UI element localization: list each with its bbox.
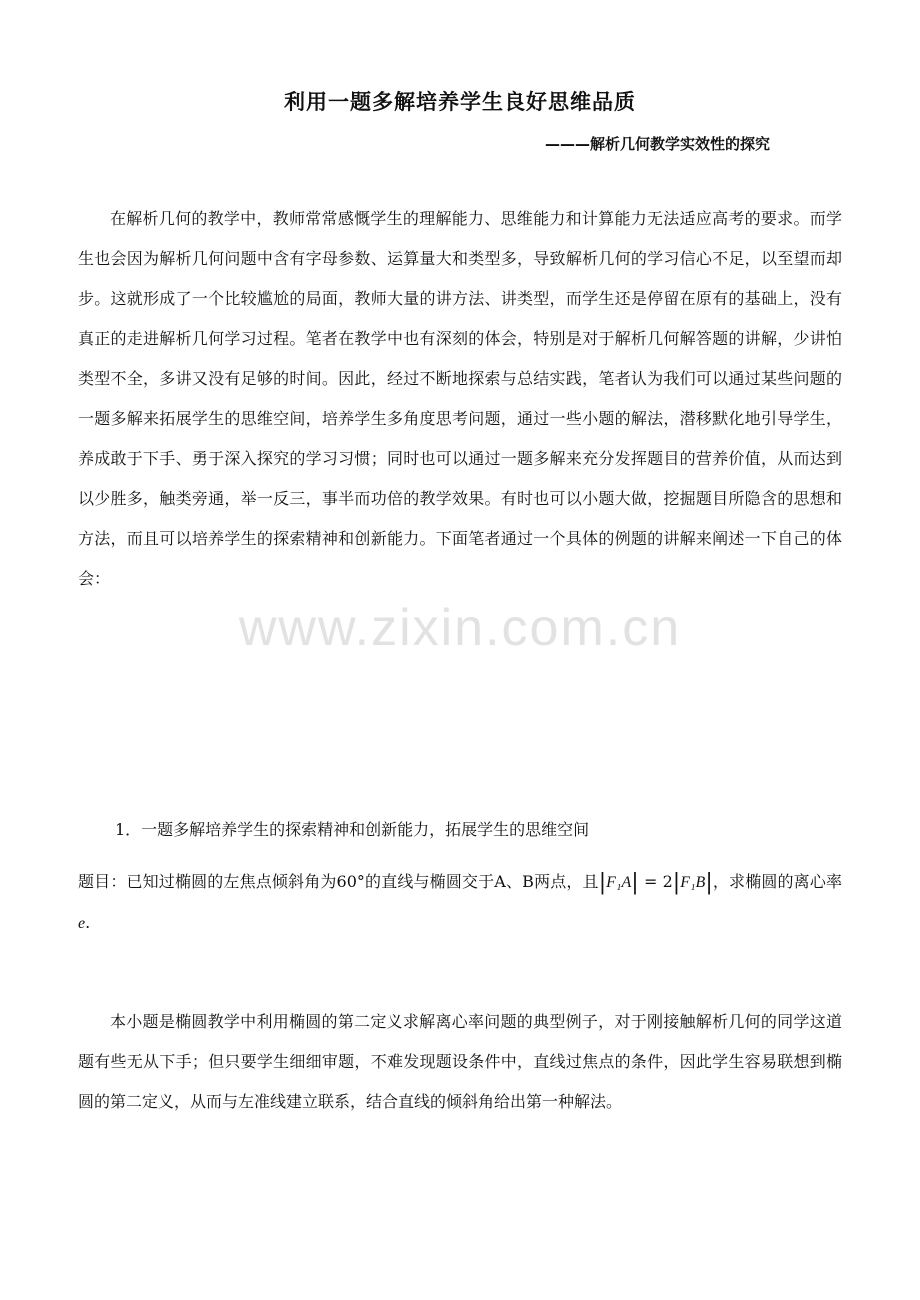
eq-equals-two: = 2 <box>643 872 673 891</box>
abs-bar-left: | <box>598 870 607 895</box>
intro-paragraph: 在解析几何的教学中，教师常常感慨学生的理解能力、思维能力和计算能力无法适应高考的要求。而学生也会因为解析几何问题中含有字母参数、运算量大和类型多，导致解析几何的学习信心不足，以至望而却步。这就形成了一个比较尴尬的局面，教师大量的讲方法、讲类型，而学生还是停留在原有的基础上，没有真正的走进解析几何学习过程。笔者在教学中也有深刻的体会，特别是对于解析几何解答题的讲解，少讲怕类型不全，多讲又没有足够的时间。因此，经过不断地探索与总结实践，笔者认为我们可以通过某些问题的一题多解来拓展学生的思维空间，培养学生多角度思考问题，通过一些小题的解法，潜移默化地引导学生，养成敢于下手、勇于深入探究的学习习惯；同时也可以通过一题多解来充分发挥题目的营养价值，从而达到以少胜多，触类旁通，举一反三，事半而功倍的教学效果。有时也可以小题大做，挖掘题目所隐含的思想和方法，而且可以培养学生的探索精神和创新能力。下面笔者通过一个具体的例题的讲解来阐述一下自己的体会： <box>78 209 842 588</box>
watermark: www.zixin.com.cn <box>238 599 682 657</box>
eq-f1b: F₁B <box>680 874 706 891</box>
abs-bar-left-2: | <box>672 870 681 895</box>
eq-f1a: F₁A <box>606 874 632 891</box>
problem-suffix: . <box>85 913 91 932</box>
document-title: 利用一题多解培养学生良好思维品质 <box>284 90 636 114</box>
problem-middle: ，求椭圆的离心率 <box>712 872 842 891</box>
eccentricity-variable: e <box>78 915 86 932</box>
problem-prefix: 题目：已知过椭圆的左焦点倾斜角为60°的直线与椭圆交于A、B两点，且 <box>78 872 599 891</box>
problem-statement <box>78 862 842 944</box>
abs-bar-right: | <box>631 870 639 895</box>
abs-bar-right-2: | <box>705 870 713 895</box>
analysis-paragraph: 本小题是椭圆教学中利用椭圆的第二定义求解离心率问题的典型例子，对于刚接触解析几何的同学这道题有些无从下手；但只要学生细细审题，不难发现题设条件中，直线过焦点的条件，因此学生容易联想到椭圆的第二定义，从而与左准线建立联系，结合直线的倾斜角给出第一种解法。 <box>78 1012 842 1111</box>
section-heading-1: 1．一题多解培养学生的探索精神和创新能力，拓展学生的思维空间 <box>115 820 590 839</box>
document-subtitle: ———解析几何教学实效性的探究 <box>544 135 770 153</box>
